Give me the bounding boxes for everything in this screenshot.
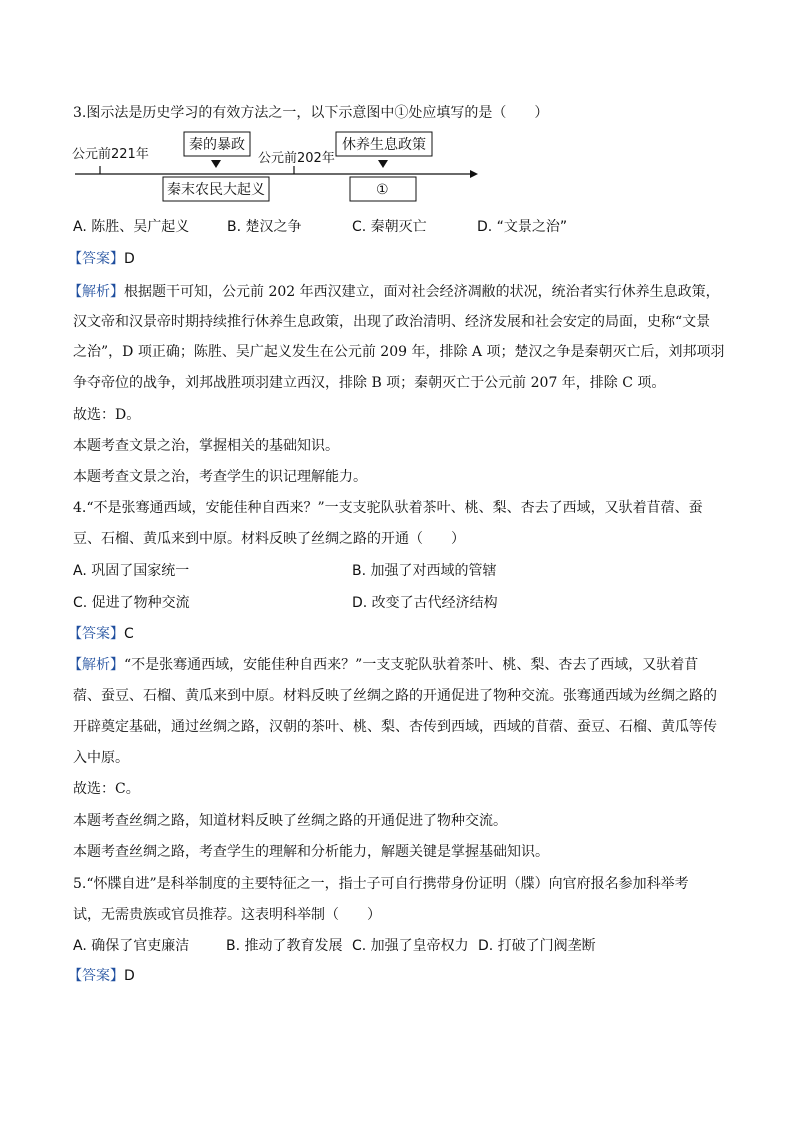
box-uprising-text: 秦末农民大起义 [167,182,265,198]
q5-option-c: C. 加强了皇帝权力 [352,938,469,954]
q5-answer-tag: 【答案】 [68,968,124,984]
q4-option-b: B. 加强了对西域的管辖 [352,563,497,579]
q3-answer-tag: 【答案】 [68,251,124,267]
q4-answer [68,625,134,643]
q5-option-b: B. 推动了教育发展 [226,938,343,954]
q3-analysis-line-2: 汉文帝和汉景帝时期持续推行休养生息政策，出现了政治清明、经济发展和社会安定的局面，史称“文景 [73,314,711,330]
q4-analysis-line-2: 蓿、蚕豆、石榴、黄瓜来到中原。材料反映了丝绸之路的开通促进了物种交流。张骞通西域为丝绸之路的 [73,688,717,704]
arrow-down-icon [211,160,221,168]
q4-answer-value: C [124,626,134,642]
q5-answer-value: D [124,968,135,984]
q3-analysis-line-3: 之治”，D 项正确；陈胜、吴广起义发生在公元前 209 年，排除 A 项；楚汉之争是秦朝灭亡后，刘邦项羽 [73,344,725,360]
q4-conclusion: 故选：C。 [73,781,140,797]
q3-answer-value: D [124,251,135,267]
q4-analysis-tag: 【解析】 [68,657,124,673]
q4-analysis-line-3: 开辟奠定基础，通过丝绸之路，汉朝的茶叶、桃、梨、杏传到西域，西域的苜蓿、蚕豆、石榴、黄瓜等传 [73,719,717,735]
label-221: 公元前221年 [72,147,149,162]
q5-option-d: D. 打破了门阀垄断 [478,938,596,954]
q5-stem-line-1: 5.“怀牒自进”是科举制度的主要特征之一，指士子可自行携带身份证明（牒）向官府报名参加科举考 [73,876,689,892]
q3-option-c: C. 秦朝灭亡 [352,219,427,235]
timeline-arrowhead [470,170,478,178]
timeline-diagram [70,128,480,208]
q4-option-a: A. 巩固了国家统一 [73,563,190,579]
q4-analysis-line-4: 入中原。 [73,750,129,766]
q3-analysis-line-4: 争夺帝位的战争，刘邦战胜项羽建立西汉，排除 B 项；秦朝灭亡于公元前 207 年，排除 C 项。 [73,375,666,391]
q4-analysis-text-1: “不是张骞通西域，安能佳种自西来？”一支支驼队驮着茶叶、桃、梨、杏去了西域，又驮着苜 [124,657,699,673]
q3-analysis-tag: 【解析】 [68,284,124,300]
q4-option-c: C. 促进了物种交流 [73,595,190,611]
q3-option-d: D. “文景之治” [477,219,568,235]
q5-option-a: A. 确保了官吏廉洁 [73,938,190,954]
q4-stem-line-2: 豆、石榴、黄瓜来到中原。材料反映了丝绸之路的开通（ ） [73,531,465,547]
q4-note-2: 本题考查丝绸之路，考查学生的理解和分析能力，解题关键是掌握基础知识。 [73,844,549,860]
arrow-down-icon [378,160,388,168]
q4-stem-line-1: 4.“不是张骞通西域，安能佳种自西来？”一支支驼队驮着茶叶、桃、梨、杏去了西域，又驮着苜蓿、蚕 [73,500,703,516]
box-blank-text: ① [376,182,389,198]
q3-note-2: 本题考查文景之治，考查学生的识记理解能力。 [73,469,367,485]
q4-note-1: 本题考查丝绸之路，知道材料反映了丝绸之路的开通促进了物种交流。 [73,813,507,829]
q3-conclusion: 故选：D。 [73,407,141,423]
box-recuperation-text: 休养生息政策 [342,137,426,153]
q3-analysis-text-1: 根据题干可知，公元前 202 年西汉建立，面对社会经济凋敝的状况，统治者实行休养生息政策， [124,284,720,300]
q5-answer [68,967,135,985]
q3-analysis-line-1 [68,283,720,301]
q4-answer-tag: 【答案】 [68,626,124,642]
label-202: 公元前202年 [258,151,335,166]
q3-note-1: 本题考查文景之治，掌握相关的基础知识。 [73,438,339,454]
q4-analysis-line-1 [68,656,698,674]
q5-stem-line-2: 试，无需贵族或官员推荐。这表明科举制（ ） [73,907,381,923]
q3-option-b: B. 楚汉之争 [227,219,302,235]
q4-option-d: D. 改变了古代经济结构 [352,595,498,611]
q3-stem: 3.图示法是历史学习的有效方法之一，以下示意图中①处应填写的是（ ） [73,105,549,121]
q3-answer [68,250,135,268]
box-qin-tyranny-text: 秦的暴政 [189,137,245,153]
q3-option-a: A. 陈胜、吴广起义 [73,219,190,235]
